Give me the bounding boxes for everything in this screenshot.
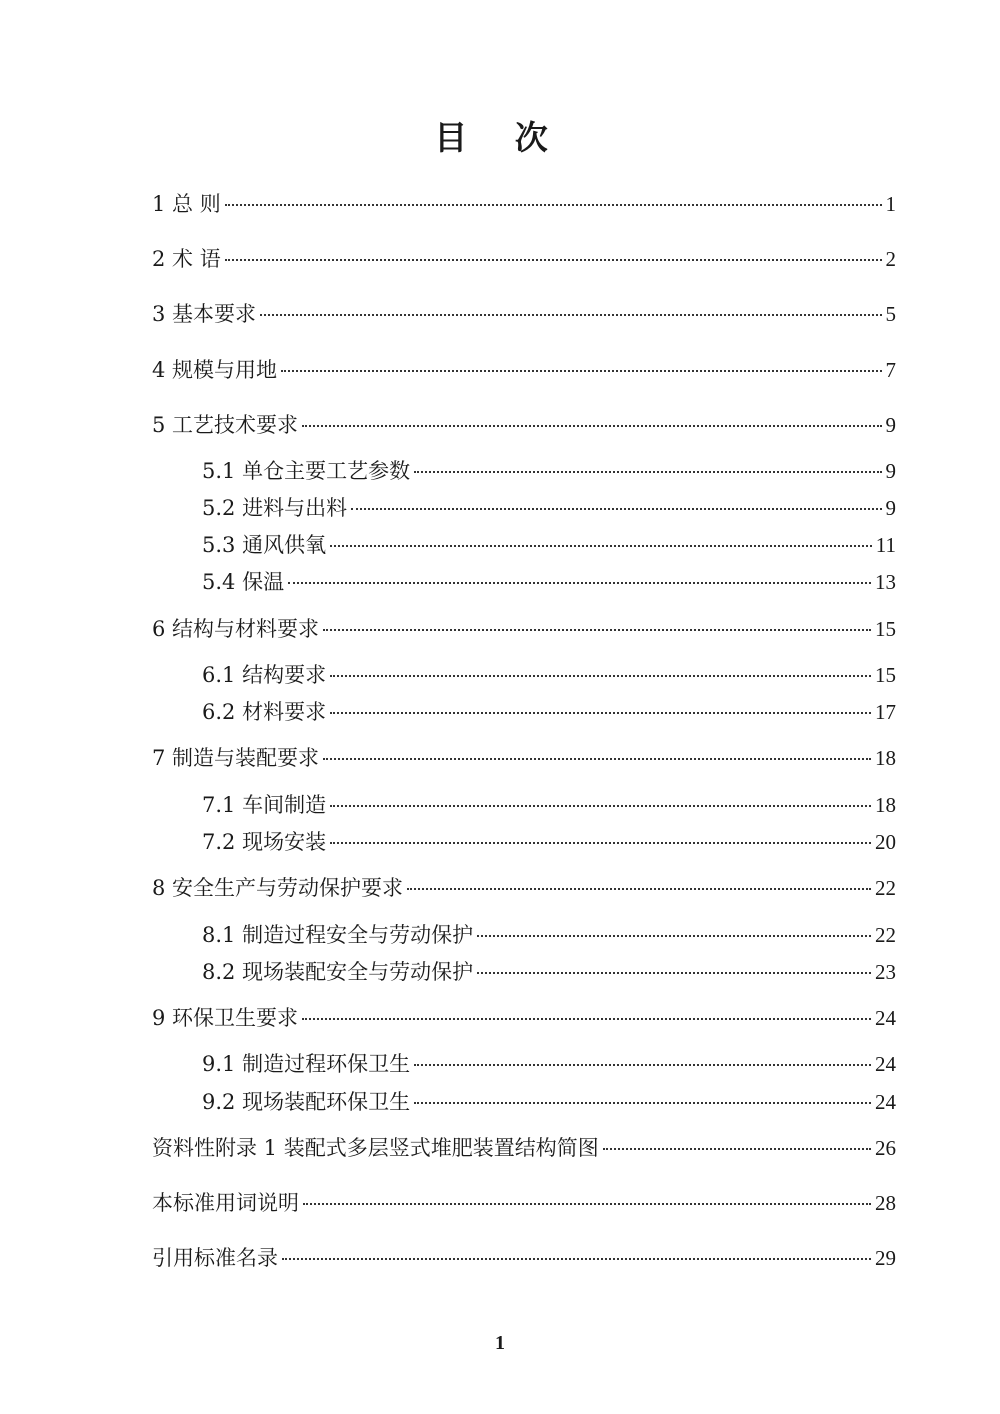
toc-entry[interactable]: [152, 1132, 896, 1164]
leader-dots: [225, 204, 882, 206]
toc-entry-page: 15: [875, 663, 896, 687]
toc-entry[interactable]: [152, 243, 896, 275]
toc-entry-label: 7.1 车间制造: [202, 793, 327, 817]
toc-entry-label: 1 总 则: [152, 192, 221, 216]
toc-entry[interactable]: [202, 455, 896, 487]
toc-entry[interactable]: [202, 919, 896, 951]
toc-entry[interactable]: [202, 696, 896, 728]
toc-entry-page: 5: [885, 302, 896, 326]
toc-entry-page: 23: [875, 960, 896, 984]
leader-dots: [303, 1203, 871, 1205]
toc-title: 目 次: [434, 118, 566, 157]
toc-entry-label: 6.1 结构要求: [202, 663, 327, 687]
toc-entry-page: 18: [875, 746, 896, 770]
toc-entry-label: 7 制造与装配要求: [152, 746, 320, 770]
leader-dots: [414, 1064, 871, 1066]
toc-entry-label: 6.2 材料要求: [202, 700, 327, 724]
leader-dots: [603, 1148, 871, 1150]
toc-entry[interactable]: [152, 188, 896, 220]
toc-entry[interactable]: [152, 354, 896, 386]
toc-entry[interactable]: [202, 1086, 896, 1118]
leader-dots: [330, 675, 871, 677]
toc-entry-page: 17: [875, 700, 896, 724]
toc-entry-label: 9.2 现场装配环保卫生: [202, 1090, 411, 1114]
toc-entry[interactable]: [202, 956, 896, 988]
toc-entry-label: 9.1 制造过程环保卫生: [202, 1052, 411, 1076]
toc-entry-label: 引用标准名录: [152, 1246, 278, 1270]
toc-entry-page: 22: [875, 876, 896, 900]
toc-entry-page: 2: [885, 247, 896, 271]
toc-entry-page: 9: [885, 459, 896, 483]
leader-dots: [260, 314, 881, 316]
toc-entry-page: 28: [875, 1191, 896, 1215]
toc-entry-label: 本标准用词说明: [152, 1191, 299, 1215]
toc-entry[interactable]: [152, 1002, 896, 1034]
toc-entry-page: 15: [875, 617, 896, 641]
leader-dots: [477, 972, 871, 974]
leader-dots: [330, 805, 871, 807]
toc-entry-page: 24: [875, 1090, 896, 1114]
leader-dots: [323, 629, 871, 631]
toc-entry-label: 2 术 语: [152, 247, 221, 271]
toc-entry-label: 8.1 制造过程安全与劳动保护: [202, 923, 474, 947]
toc-entry-page: 1: [885, 192, 896, 216]
toc-entry[interactable]: [202, 826, 896, 858]
toc-entry-label: 4 规模与用地: [152, 358, 278, 382]
toc-entry-page: 13: [875, 570, 896, 594]
toc-entry-page: 22: [875, 923, 896, 947]
toc-entry-page: 9: [885, 413, 896, 437]
toc-entry-page: 26: [875, 1136, 896, 1160]
toc-entry-page: 29: [875, 1246, 896, 1270]
page-number: 1: [495, 1332, 505, 1354]
toc-entry[interactable]: [152, 613, 896, 645]
leader-dots: [330, 842, 871, 844]
toc-entry[interactable]: [152, 298, 896, 330]
toc-entry-label: 5.2 进料与出料: [202, 496, 348, 520]
leader-dots: [407, 888, 871, 890]
toc-entry-label: 8 安全生产与劳动保护要求: [152, 876, 404, 900]
toc-entry-label: 8.2 现场装配安全与劳动保护: [202, 960, 474, 984]
leader-dots: [351, 508, 881, 510]
toc-entry-page: 9: [885, 496, 896, 520]
toc-entry[interactable]: [202, 659, 896, 691]
toc-entry[interactable]: [152, 742, 896, 774]
leader-dots: [225, 259, 882, 261]
toc-entry-label: 3 基本要求: [152, 302, 257, 326]
leader-dots: [477, 935, 871, 937]
toc-entry[interactable]: [202, 789, 896, 821]
toc-entry[interactable]: [202, 566, 896, 598]
toc-entry-page: 20: [875, 830, 896, 854]
toc-entry-label: 5.4 保温: [202, 570, 285, 594]
toc-entry-page: 24: [875, 1052, 896, 1076]
toc-entry-page: 24: [875, 1006, 896, 1030]
toc-entry-page: 7: [885, 358, 896, 382]
toc-entry-label: 5.3 通风供氧: [202, 533, 327, 557]
toc-entry[interactable]: [152, 1242, 896, 1274]
leader-dots: [288, 582, 871, 584]
leader-dots: [323, 758, 871, 760]
toc-entry[interactable]: [202, 1048, 896, 1080]
toc-entry[interactable]: [152, 872, 896, 904]
toc-entry[interactable]: [152, 409, 896, 441]
leader-dots: [414, 471, 881, 473]
toc-entry[interactable]: [152, 1187, 896, 1219]
toc-entry-page: 18: [875, 793, 896, 817]
leader-dots: [330, 712, 871, 714]
toc-entry-label: 5.1 单仓主要工艺参数: [202, 459, 411, 483]
toc-entry-label: 9 环保卫生要求: [152, 1006, 299, 1030]
leader-dots: [281, 370, 881, 372]
leader-dots: [414, 1102, 871, 1104]
leader-dots: [330, 545, 872, 547]
toc-entry-label: 资料性附录 1 装配式多层竖式堆肥装置结构简图: [152, 1136, 599, 1160]
toc-entry-label: 7.2 现场安装: [202, 830, 327, 854]
leader-dots: [302, 1018, 871, 1020]
toc-entry-page: 11: [875, 533, 896, 557]
toc-entry[interactable]: [202, 492, 896, 524]
leader-dots: [302, 425, 881, 427]
toc-entry-label: 5 工艺技术要求: [152, 413, 299, 437]
toc-entry-label: 6 结构与材料要求: [152, 617, 320, 641]
toc-entry[interactable]: [202, 529, 896, 561]
leader-dots: [282, 1258, 871, 1260]
